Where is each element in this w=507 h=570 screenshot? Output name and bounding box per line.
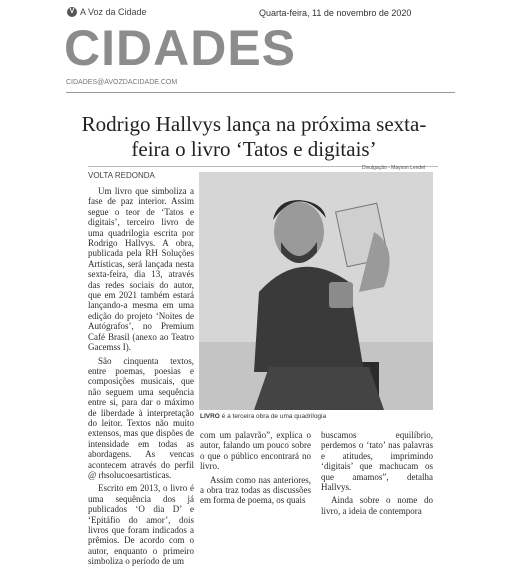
paragraph: Escrito em 2013, o livro é uma sequência dos já publicados ‘O dia D’ e ‘Epitáfio do amor’, dois livros que foram indicados a prêmios. De acordo com o autor, enquanto o primeiro simboliza o período de um bbox=[88, 483, 194, 567]
article-column-2 bbox=[200, 430, 311, 509]
logo-icon: V bbox=[67, 7, 77, 17]
article-column-1 bbox=[88, 186, 194, 570]
newspaper-logo bbox=[67, 7, 147, 17]
paragraph: São cinquenta textos, entre poemas, poesias e composições musicais, que não seguem uma sequência entre si, para dar o máximo de liberdade à interpretação do leitor. Textos não muito extensos, mas que dispões de intensidade em todas as abordagens. As vencas acontecem através do perfil @ rhsolucoesartisticas. bbox=[88, 355, 194, 480]
article-column-3 bbox=[321, 430, 433, 519]
section-email: CIDADES@AVOZDACIDADE.COM bbox=[66, 79, 178, 86]
section-title: CIDADES bbox=[64, 20, 297, 76]
masthead-divider bbox=[66, 92, 455, 93]
photo-caption bbox=[200, 413, 434, 420]
paragraph: com um palavrão”, explica o autor, falando um pouco sobre o que o público encontrará no livro. bbox=[200, 430, 311, 472]
article-byline: VOLTA REDONDA bbox=[88, 171, 155, 180]
caption-text: é a terceira obra de uma quadrilogia bbox=[219, 413, 327, 420]
author-photo-illustration bbox=[199, 172, 433, 410]
article-photo bbox=[199, 172, 433, 410]
caption-lead: LIVRO bbox=[200, 413, 220, 420]
logo-text: A Voz da Cidade bbox=[80, 7, 147, 17]
paragraph: Assim como nas anteriores, a obra traz todas as discussões em forma de poema, os quais bbox=[200, 474, 311, 506]
issue-date: Quarta-feira, 11 de novembro de 2020 bbox=[259, 8, 412, 18]
paragraph: buscamos equilíbrio, perdemos o ‘tato’ nas palavras e atitudes, imprimindo ‘digitais’ que machucam os que amamos”, detalha Hallvys. bbox=[321, 430, 433, 493]
paragraph: Ainda sobre o nome do livro, a ideia de contempora bbox=[321, 495, 433, 516]
article-headline: Rodrigo Hallvys lança na próxima sexta-feira o livro ‘Tatos e digitais’ bbox=[81, 112, 427, 161]
paragraph: Um livro que simboliza a fase de paz interior. Assim segue o teor de ‘Tatos e digitais’, terceiro livro de uma quadrilogia escrita por Rodrigo Hallvys. A obra, publicada pela RH Soluções Artísticas, será lançada nesta sexta-feira, dia 13, através das redes sociais do autor, que em 2021 também estará lançando-a mesma em uma edição do projeto ‘Noites de Autógrafos’, no Premium Café Brasil (anexo ao Teatro Gacemss I). bbox=[88, 186, 194, 353]
photo-credit: Divulgação - Mayson Lendel bbox=[362, 165, 426, 171]
